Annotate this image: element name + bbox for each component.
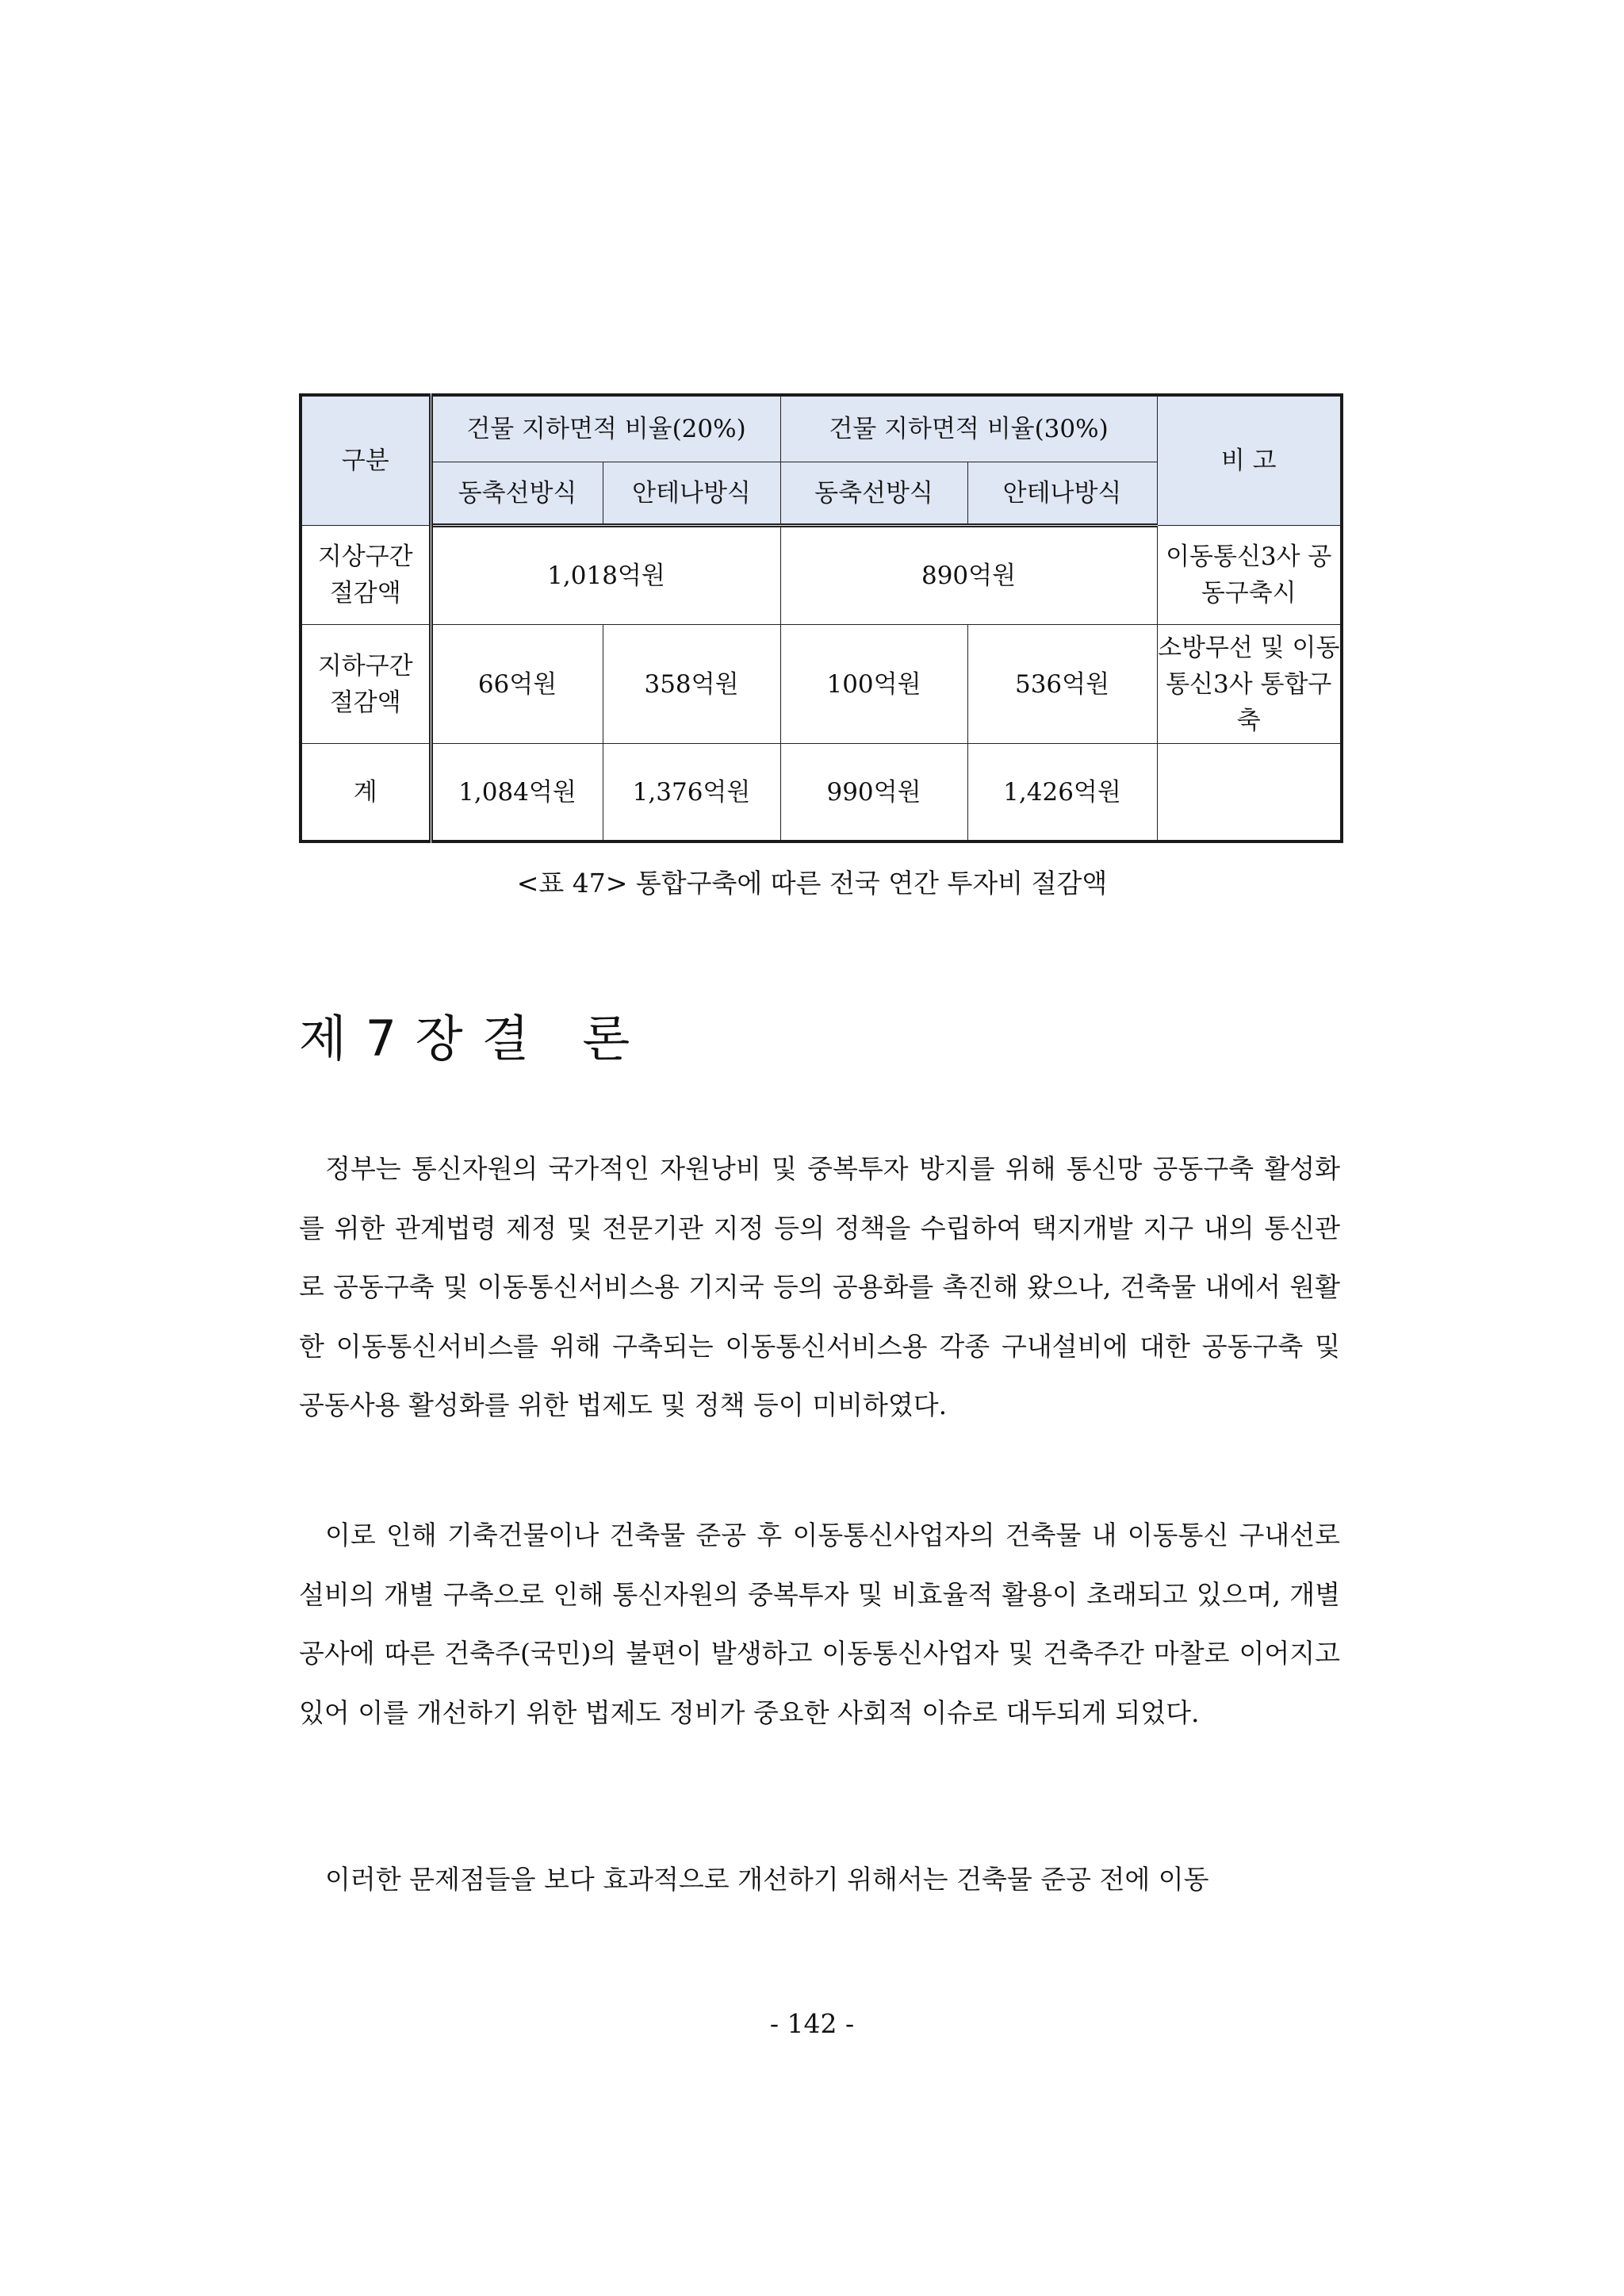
cell-ground-remark: 이동통신3사 공동구축시 (1157, 526, 1342, 625)
body-paragraph: 이로 인해 기축건물이나 건축물 준공 후 이동통신사업자의 건축물 내 이동통신 구내선로설비의 개별 구축으로 인해 통신자원의 중복투자 및 비효율적 활용이 초래되고 있으며, 개별 공사에 따른 건축주(국민)의 불편이 발생하고 이동통신사업자 및 건축주간 마찰로 이어지고 있어 이를 개선하기 위한 법제도 정비가 중요한 사회적 이슈로 대두되게 되었다. (299, 1520, 1340, 1728)
cell-total-antenna-20: 1,376억원 (603, 744, 780, 842)
row-label-total: 계 (301, 744, 431, 842)
body-paragraph: 정부는 통신자원의 국가적인 자원낭비 및 중복투자 방지를 위해 통신망 공동구축 활성화를 위한 관계법령 제정 및 전문기관 지정 등의 정책을 수립하여 택지개발 지구 내의 통신관로 공동구축 및 이동통신서비스용 기지국 등의 공용화를 촉진해 왔으나, 건축물 내에서 원활한 이동통신서비스를 위해 구축되는 이동통신서비스용 각종 구내설비에 대한 공동구축 및 공동사용 활성화를 위한 법제도 및 정책 등이 미비하였다. (299, 1153, 1340, 1420)
subheader-antenna-30: 안테나방식 (967, 462, 1157, 526)
cell-under-antenna-30: 536억원 (967, 625, 1157, 744)
subheader-coax-30: 동축선방식 (780, 462, 967, 526)
page-number: - 142 - (769, 2008, 855, 2039)
cell-under-coax-30: 100억원 (780, 625, 967, 744)
cell-under-antenna-20: 358억원 (603, 625, 780, 744)
header-category: 구분 (301, 395, 431, 526)
header-remark: 비 고 (1157, 395, 1342, 526)
cell-under-remark: 소방무선 및 이동통신3사 통합구축 (1157, 625, 1342, 744)
chapter-heading: 제 7 장 결 론 (299, 1010, 632, 1068)
row-label-underground: 지하구간 절감액 (301, 625, 431, 744)
cell-ground-30: 890억원 (780, 526, 1157, 625)
body-paragraph: 이러한 문제점들을 보다 효과적으로 개선하기 위해서는 건축물 준공 전에 이동 (325, 1864, 1209, 1895)
table-caption: <표 47> 통합구축에 따른 전국 연간 투자비 절감액 (516, 868, 1108, 899)
subheader-coax-20: 동축선방식 (431, 462, 603, 526)
row-label-ground: 지상구간 절감액 (301, 526, 431, 625)
cell-total-coax-30: 990억원 (780, 744, 967, 842)
cell-total-coax-20: 1,084억원 (431, 744, 603, 842)
cell-ground-20: 1,018억원 (431, 526, 780, 625)
cell-total-antenna-30: 1,426억원 (967, 744, 1157, 842)
header-group-20pct: 건물 지하면적 비율(20%) (431, 395, 780, 462)
cell-total-remark (1157, 744, 1342, 842)
subheader-antenna-20: 안테나방식 (603, 462, 780, 526)
header-group-30pct: 건물 지하면적 비율(30%) (780, 395, 1157, 462)
cell-under-coax-20: 66억원 (431, 625, 603, 744)
investment-savings-table (299, 393, 1343, 843)
